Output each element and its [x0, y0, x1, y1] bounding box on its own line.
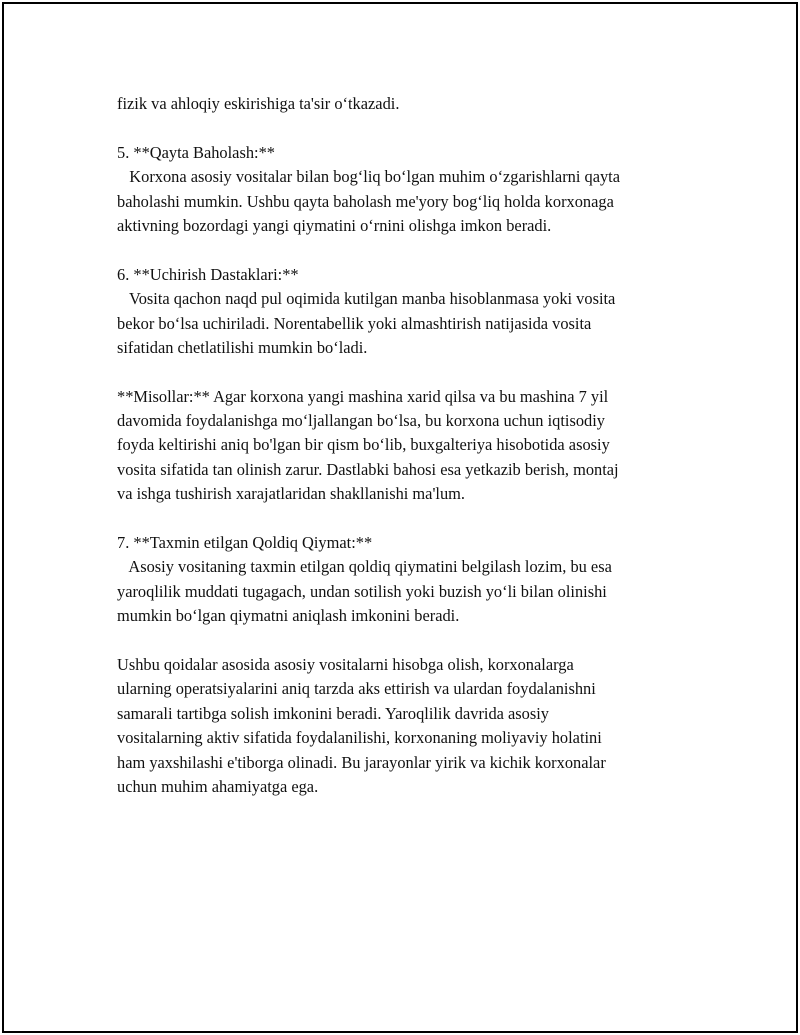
- examples-paragraph: [117, 385, 692, 507]
- text-line: vositalarning aktiv sifatida foydalanilishi, korxonaning moliyaviy holatini: [117, 728, 602, 748]
- section-5-qayta-baholash: [117, 141, 692, 239]
- text-line: aktivning bozordagi yangi qiymatini o‘rnini olishga imkon beradi.: [117, 215, 552, 235]
- text-line: sifatidan chetlatilishi mumkin bo‘ladi.: [117, 337, 368, 357]
- section-6-uchirish-dastaklari: [117, 263, 692, 361]
- text-line: yaroqlilik muddati tugagach, undan sotilish yoki buzish yo‘li bilan olinishi: [117, 581, 607, 601]
- text-line: davomida foydalanishga mo‘ljallangan bo‘lsa, bu korxona uchun iqtisodiy: [117, 411, 605, 431]
- text-line: Korxona asosiy vositalar bilan bog‘liq bo‘lgan muhim o‘zgarishlarni qayta: [117, 167, 620, 187]
- paragraph-gap: [117, 360, 692, 384]
- text-line: mumkin bo‘lgan qiymatni aniqlash imkonini beradi.: [117, 606, 460, 626]
- paragraph-gap: [117, 238, 692, 262]
- paragraph-gap: [117, 629, 692, 653]
- text-line: vosita sifatida tan olinish zarur. Dastlabki bahosi esa yetkazib berish, montaj: [117, 459, 619, 479]
- text-line: Ushbu qoidalar asosida asosiy vositalarni hisobga olish, korxonalarga: [117, 654, 574, 674]
- section-heading: 6. **Uchirish Dastaklari:**: [117, 264, 299, 284]
- section-heading: 7. **Taxmin etilgan Qoldiq Qiymat:**: [117, 533, 373, 553]
- text-line: va ishga tushirish xarajatlaridan shakllanishi ma'lum.: [117, 484, 465, 504]
- text-line: samarali tartibga solish imkonini beradi. Yaroqlilik davrida asosiy: [117, 703, 550, 723]
- text-line: foyda keltirishi aniq bo'lgan bir qism bo‘lib, buxgalteriya hisobotida asosiy: [117, 435, 610, 455]
- section-7-qoldiq-qiymat: [117, 531, 692, 629]
- text-line: **Misollar:** Agar korxona yangi mashina xarid qilsa va bu mashina 7 yil: [117, 386, 609, 406]
- text-line: Vosita qachon naqd pul oqimida kutilgan manba hisoblanmasa yoki vosita: [117, 289, 616, 309]
- paragraph-gap: [117, 116, 692, 140]
- conclusion-paragraph: [117, 653, 692, 799]
- document-body: [117, 92, 692, 799]
- text-line: fizik va ahloqiy eskirishiga ta'sir o‘tkazadi.: [117, 94, 400, 113]
- text-line: ularning operatsiyalarini aniq tarzda aks ettirish va ulardan foydalanishni: [117, 679, 596, 699]
- text-line: bekor bo‘lsa uchiriladi. Norentabellik yoki almashtirish natijasida vosita: [117, 313, 592, 333]
- paragraph-gap: [117, 507, 692, 531]
- text-line: uchun muhim ahamiyatga ega.: [117, 776, 319, 796]
- text-line: baholashi mumkin. Ushbu qayta baholash me'yory bog‘liq holda korxonaga: [117, 191, 614, 211]
- section-heading: 5. **Qayta Baholash:**: [117, 142, 275, 162]
- text-line: Asosiy vositaning taxmin etilgan qoldiq qiymatini belgilash lozim, bu esa: [117, 557, 612, 577]
- text-line: ham yaxshilashi e'tiborga olinadi. Bu jarayonlar yirik va kichik korxonalar: [117, 752, 606, 772]
- paragraph: [117, 92, 692, 116]
